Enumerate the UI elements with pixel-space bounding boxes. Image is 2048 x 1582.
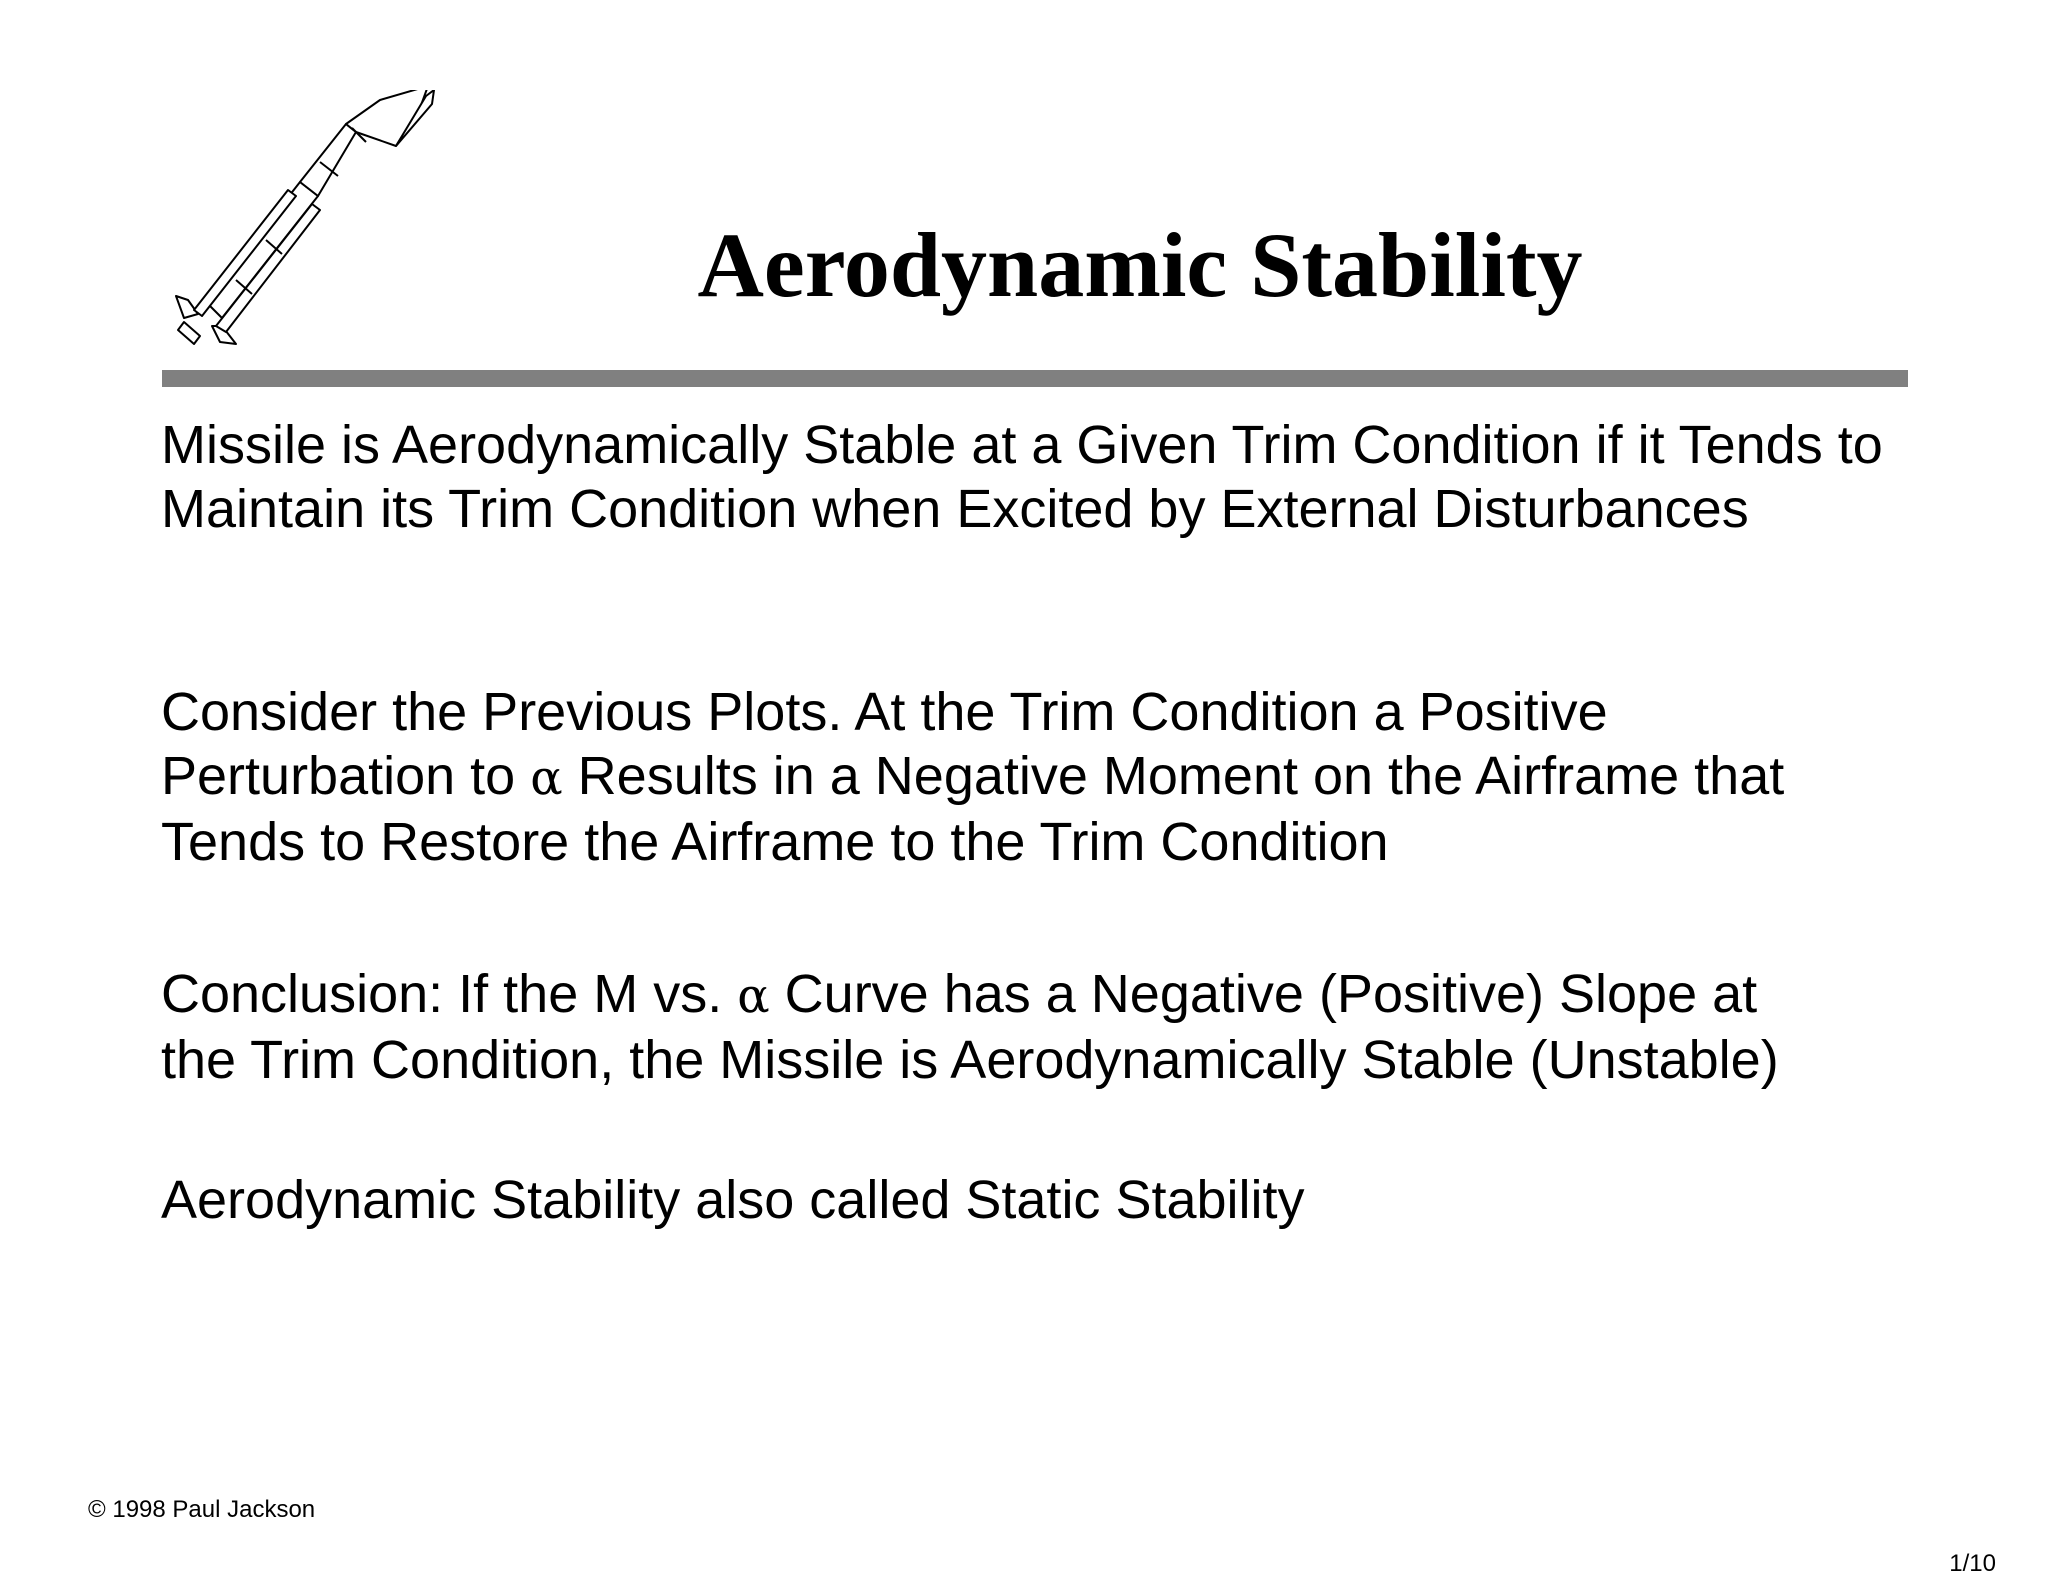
- paragraph-conclusion: [161, 962, 1921, 1092]
- title-divider: [162, 370, 1908, 387]
- missile-icon: [170, 90, 440, 360]
- paragraph-line: Perturbation to: [161, 746, 531, 806]
- alpha-symbol: α: [737, 968, 770, 1024]
- paragraph-line: the Trim Condition, the Missile is Aerodynamically Stable (Unstable): [161, 1030, 1779, 1090]
- alpha-symbol: α: [530, 750, 563, 806]
- page-number: 1/10: [1949, 1550, 1996, 1577]
- paragraph-line: Curve has a Negative (Positive) Slope at: [769, 964, 1758, 1024]
- paragraph-line: Consider the Previous Plots. At the Trim Condition a Positive: [161, 682, 1608, 742]
- paragraph-line: Tends to Restore the Airframe to the Trim Condition: [161, 812, 1389, 872]
- copyright-notice: © 1998 Paul Jackson: [88, 1496, 316, 1523]
- paragraph-previous-plots: [161, 680, 1921, 874]
- paragraph-line: Conclusion: If the M vs.: [161, 964, 738, 1024]
- paragraph-line: Results in a Negative Moment on the Airframe that: [562, 746, 1785, 806]
- slide-title: Aerodynamic Stability: [697, 214, 1583, 316]
- paragraph-stability-definition: Missile is Aerodynamically Stable at a Given Trim Condition if it Tends to Maintain its Trim Condition when Excited by External Disturbances: [161, 415, 1883, 539]
- paragraph-static-stability: Aerodynamic Stability also called Static Stability: [161, 1170, 1305, 1230]
